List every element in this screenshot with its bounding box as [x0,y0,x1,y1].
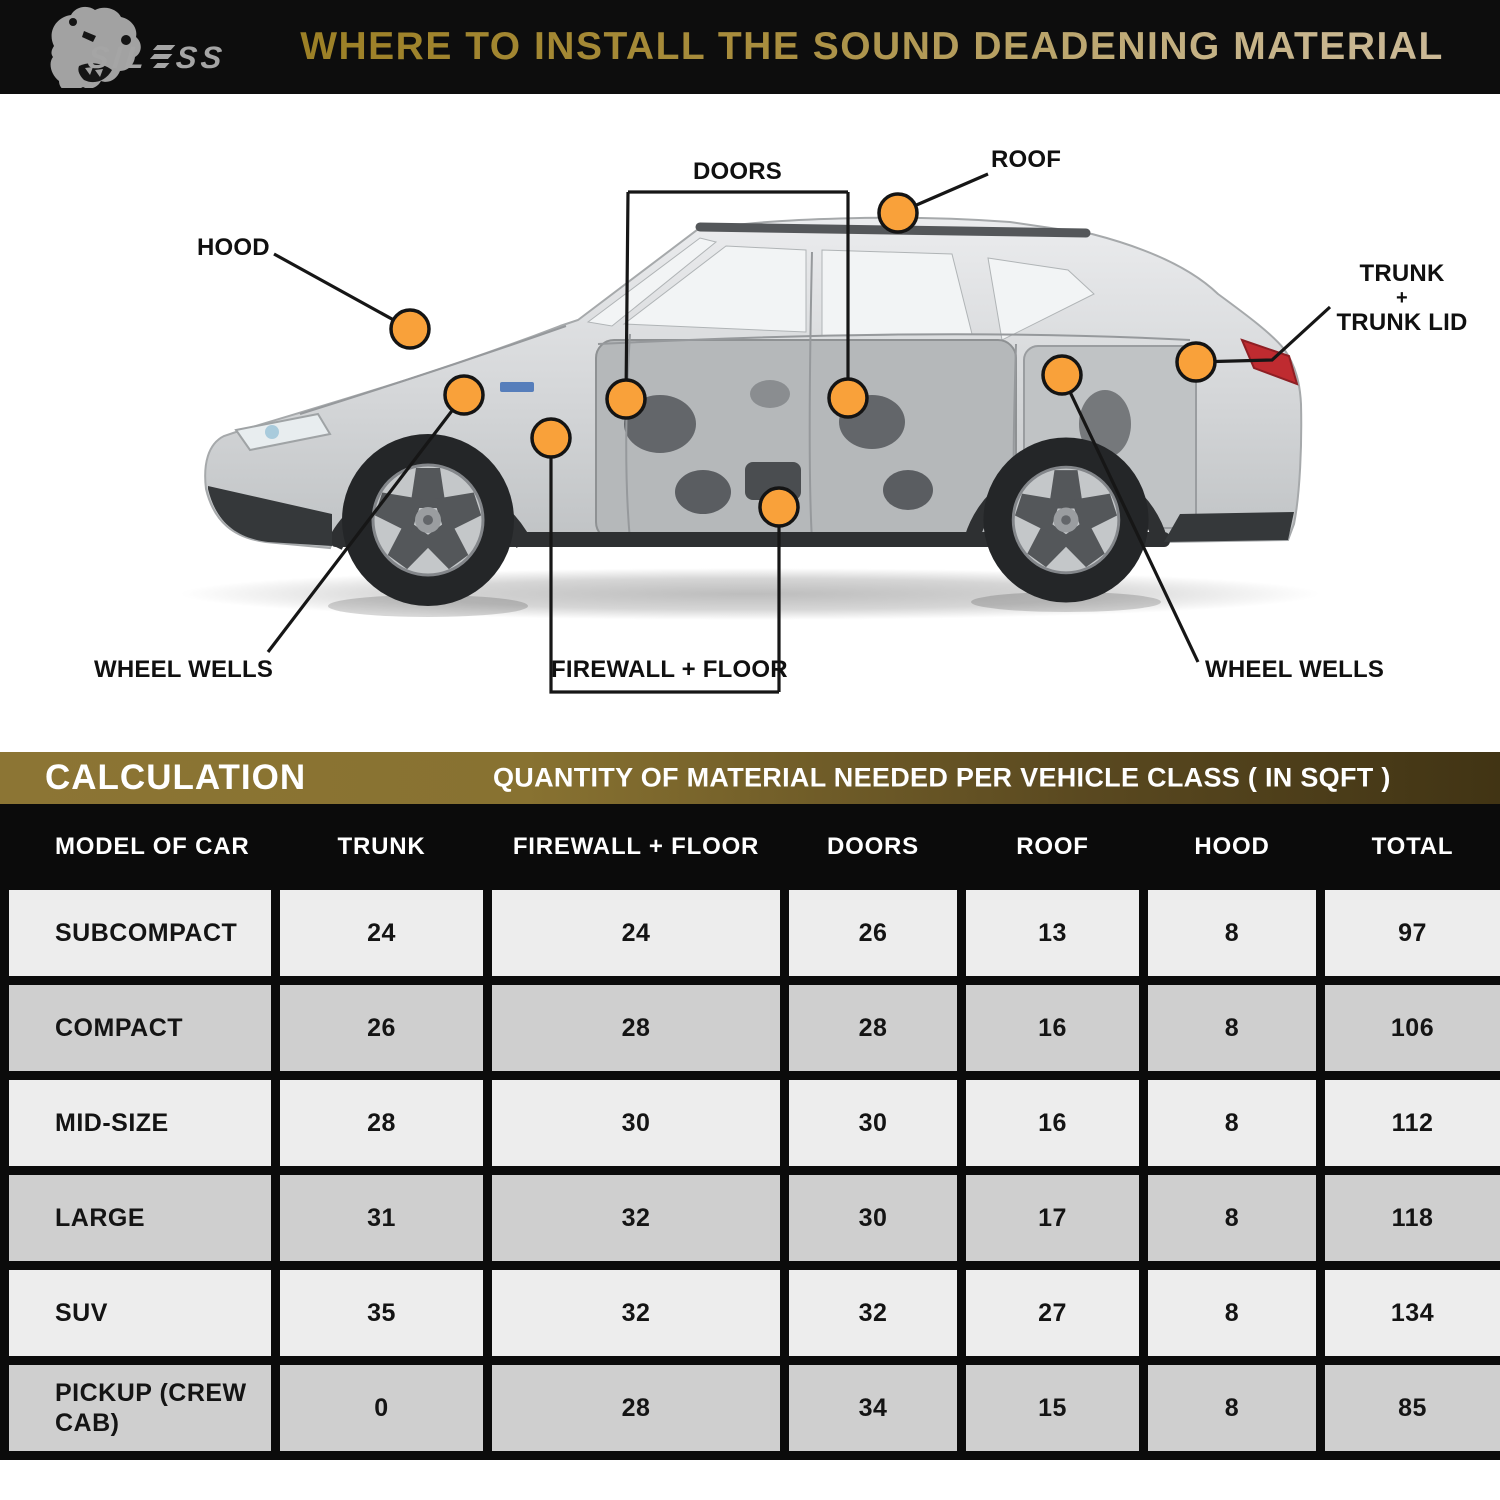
table-row [5,1266,1500,1361]
qty-cell: 30 [785,1076,962,1171]
label-wheel-wells-right: WHEEL WELLS [1205,656,1385,683]
qty-cell: 8 [1144,1171,1321,1266]
col-header-firewall-floor: FIREWALL + FLOOR [488,809,785,886]
table-row [5,1171,1500,1266]
qty-cell: 34 [785,1361,962,1456]
qty-cell: 16 [962,981,1144,1076]
label-trunk-plus: + [1396,287,1408,309]
qty-cell: 15 [962,1361,1144,1456]
callout-line-hood [274,254,410,329]
qty-cell: 28 [276,1076,488,1171]
col-header-total: TOTAL [1321,809,1500,886]
table-row [5,981,1500,1076]
qty-cell: 8 [1144,1361,1321,1456]
qty-cell: 17 [962,1171,1144,1266]
qty-cell: 97 [1321,886,1500,981]
calculation-subtitle: QUANTITY OF MATERIAL NEEDED PER VEHICLE CLASS ( IN SQFT ) [493,762,1391,793]
brand-name-suffix: SS [174,40,228,75]
qty-cell: 28 [488,981,785,1076]
model-cell: SUBCOMPACT [5,886,276,981]
qty-cell: 8 [1144,1076,1321,1171]
col-header-hood: HOOD [1144,809,1321,886]
qty-cell: 13 [962,886,1144,981]
brand-name-prefix: SIL [86,40,151,75]
car-illustration [0,94,1500,754]
table-row [5,1361,1500,1456]
rear-bumper-lower [1164,512,1294,542]
qty-cell: 106 [1321,981,1500,1076]
car-diagram [0,94,1500,754]
brand-name [86,40,227,76]
marker-dot-rear-wheel-well [1043,356,1081,394]
marker-dot-trunk [1177,343,1215,381]
marker-dot-roof [879,194,917,232]
model-cell: PICKUP (CREW CAB) [5,1361,276,1456]
qty-cell: 30 [785,1171,962,1266]
qty-cell: 8 [1144,981,1321,1076]
qty-cell: 112 [1321,1076,1500,1171]
qty-cell: 31 [276,1171,488,1266]
qty-cell: 24 [488,886,785,981]
calculation-title: CALCULATION [45,758,307,797]
label-trunk-line2: TRUNK LID [1336,309,1468,336]
model-cell: SUV [5,1266,276,1361]
col-header-trunk: TRUNK [276,809,488,886]
table-header-row [5,809,1500,886]
marker-dot-front-door [607,380,645,418]
qty-cell: 27 [962,1266,1144,1361]
marker-dot-rear-door [829,379,867,417]
fender-badge [500,382,534,392]
model-cell: LARGE [5,1171,276,1266]
rear-wheel [983,437,1148,602]
label-firewall-floor: FIREWALL + FLOOR [551,656,788,683]
calculation-bar [0,752,1500,804]
label-doors: DOORS [692,158,782,185]
label-hood: HOOD [197,234,270,261]
qty-cell: 32 [785,1266,962,1361]
col-header-doors: DOORS [785,809,962,886]
col-header-model: MODEL OF CAR [5,809,276,886]
model-cell: COMPACT [5,981,276,1076]
label-trunk [1327,260,1477,336]
label-wheel-wells-left: WHEEL WELLS [94,656,274,683]
qty-cell: 30 [488,1076,785,1171]
qty-cell: 26 [276,981,488,1076]
label-trunk-line1: TRUNK [1359,260,1445,287]
qty-cell: 8 [1144,1266,1321,1361]
qty-cell: 16 [962,1076,1144,1171]
marker-dot-floor [760,488,798,526]
qty-cell: 118 [1321,1171,1500,1266]
qty-cell: 0 [276,1361,488,1456]
stylized-e-icon [149,45,176,71]
table-row [5,1076,1500,1171]
quantity-table [0,804,1500,1460]
qty-cell: 35 [276,1266,488,1361]
qty-cell: 26 [785,886,962,981]
qty-cell: 134 [1321,1266,1500,1361]
qty-cell: 32 [488,1171,785,1266]
qty-cell: 24 [276,886,488,981]
qty-cell: 32 [488,1266,785,1361]
marker-dot-hood [391,310,429,348]
header-bar [0,0,1500,94]
qty-cell: 28 [488,1361,785,1456]
page-title: WHERE TO INSTALL THE SOUND DEADENING MATERIAL [300,25,1500,69]
marker-dot-firewall [532,419,570,457]
model-cell: MID-SIZE [5,1076,276,1171]
headlight-lens [265,425,279,439]
qty-cell: 28 [785,981,962,1076]
col-header-roof: ROOF [962,809,1144,886]
qty-cell: 85 [1321,1361,1500,1456]
qty-cell: 8 [1144,886,1321,981]
marker-dot-front-wheel-well [445,376,483,414]
table-row [5,886,1500,981]
brand-logo [0,0,300,94]
label-roof: ROOF [991,146,1062,173]
